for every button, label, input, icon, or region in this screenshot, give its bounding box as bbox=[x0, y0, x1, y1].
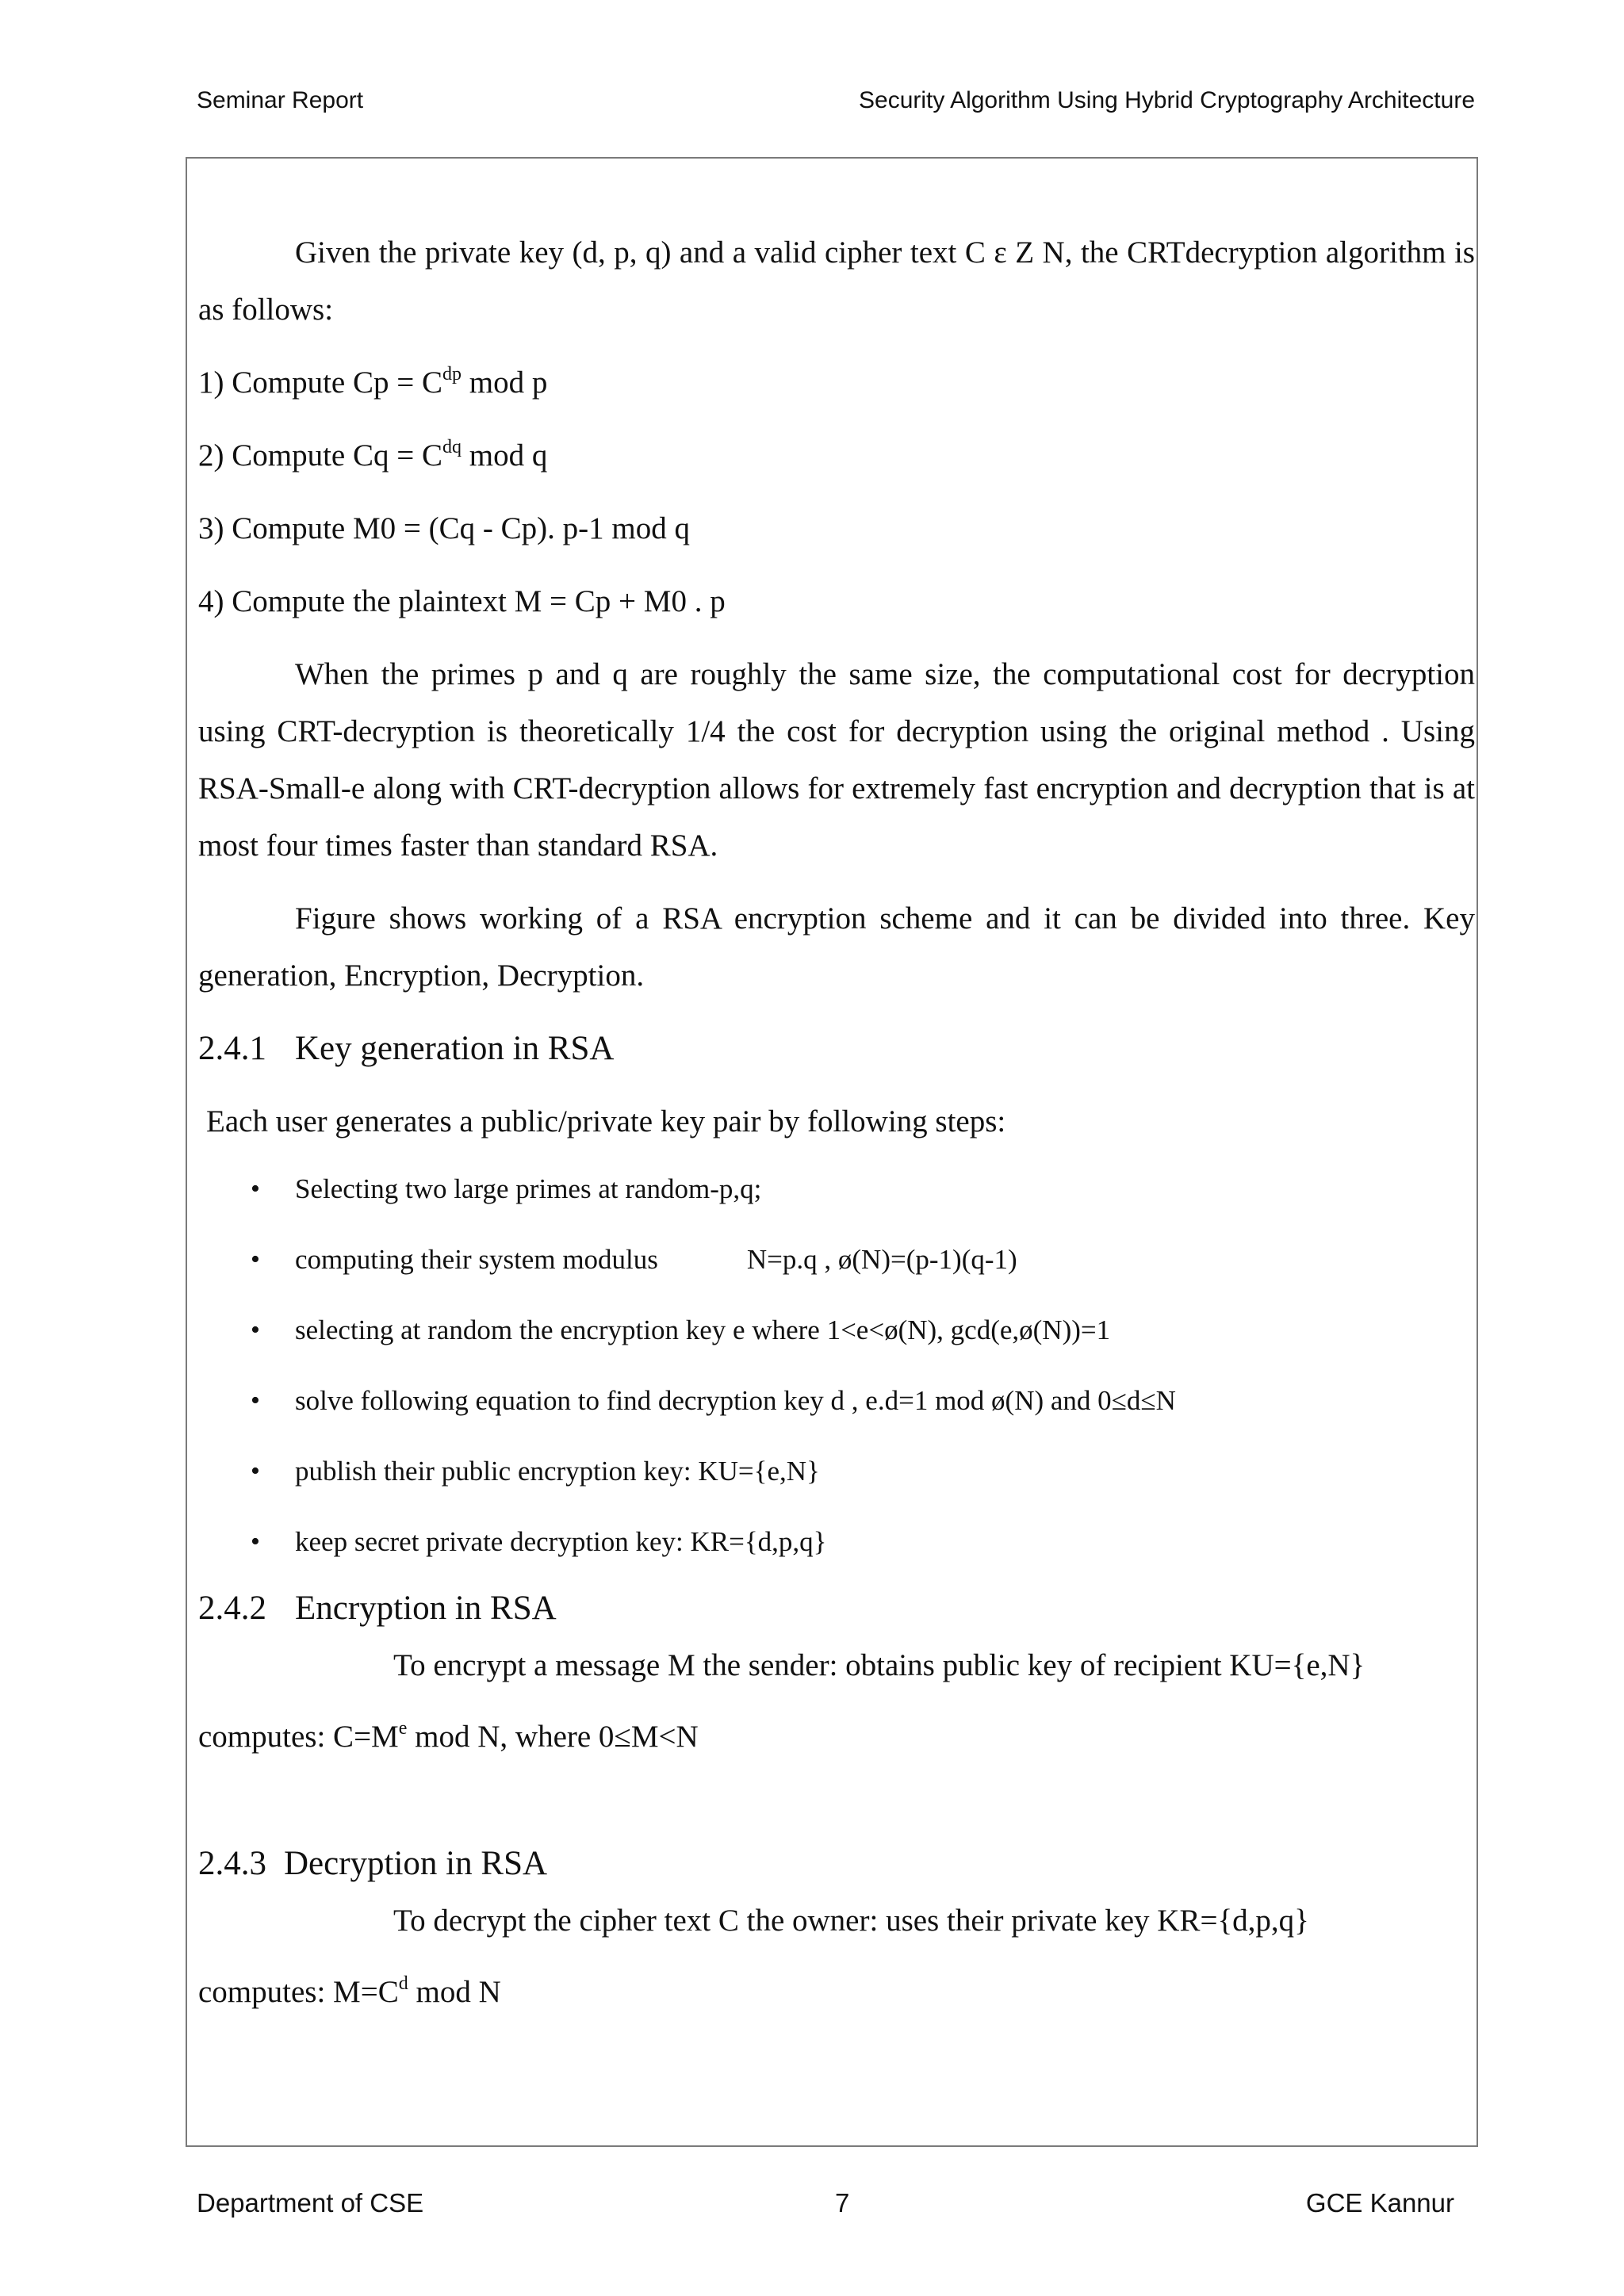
list-item-text: selecting at random the encryption key e where 1<e<ø(N), gcd(e,ø(N))=1 bbox=[295, 1314, 1111, 1345]
page-content bbox=[198, 224, 1475, 2021]
list-item-text: solve following equation to find decryption key d , e.d=1 mod ø(N) and 0≤d≤N bbox=[295, 1385, 1176, 1416]
section-title: Key generation in RSA bbox=[295, 1030, 615, 1067]
section-number: 2.4.3 bbox=[198, 1845, 266, 1882]
section-number: 2.4.2 bbox=[198, 1590, 266, 1627]
decryption-compute bbox=[198, 1964, 1475, 2021]
list-item bbox=[198, 1154, 1475, 1224]
cost-paragraph: When the primes p and q are roughly the same size, the computational cost for decryption using CRT-decryption is theoretically 1/4 the cost for decryption using the original method . Using RSA-Small-e along with CRT-decryption allows for extremely fast encryption and decryption that is at most four times faster than standard RSA. bbox=[198, 657, 1475, 863]
step-3: 3) Compute M0 = (Cq - Cp). p-1 mod q bbox=[198, 511, 690, 545]
list-item-text: computing their system modulus bbox=[295, 1244, 658, 1275]
list-item-text: publish their public encryption key: KU={e,N} bbox=[295, 1456, 820, 1487]
step-2-post: mod q bbox=[462, 438, 548, 473]
list-item bbox=[198, 1506, 1475, 1577]
step-2-sup: dq bbox=[442, 437, 462, 457]
bullet-icon: • bbox=[251, 1386, 260, 1415]
keygen-lead: Each user generates a public/private key pair by following steps: bbox=[206, 1104, 1006, 1138]
list-item-text: Selecting two large primes at random-p,q; bbox=[295, 1173, 762, 1204]
list-item-text: keep secret private decryption key: KR={d,p,q} bbox=[295, 1526, 827, 1557]
section-heading-encryption bbox=[198, 1580, 1475, 1637]
list-item bbox=[198, 1295, 1475, 1365]
bullet-icon: • bbox=[251, 1174, 260, 1203]
header-left: Seminar Report bbox=[197, 87, 364, 113]
step-2-pre: 2) Compute Cq = C bbox=[198, 438, 443, 473]
decryption-line: To decrypt the cipher text C the owner: uses their private key KR={d,p,q} bbox=[393, 1904, 1309, 1938]
step-4: 4) Compute the plaintext M = Cp + M0 . p bbox=[198, 584, 726, 618]
bullet-icon: • bbox=[251, 1456, 260, 1486]
step-1-post: mod p bbox=[462, 365, 548, 400]
step-1 bbox=[198, 354, 1475, 411]
header-right: Security Algorithm Using Hybrid Cryptography Architecture bbox=[859, 87, 1475, 113]
enc-compute-sup: e bbox=[398, 1718, 408, 1739]
section-title: Decryption in RSA bbox=[284, 1845, 548, 1882]
figure-paragraph: Figure shows working of a RSA encryption scheme and it can be divided into three. Key generation, Encryption, Decryption. bbox=[198, 901, 1475, 993]
dec-compute-sup: d bbox=[398, 1973, 408, 1994]
footer-right: GCE Kannur bbox=[1305, 2188, 1454, 2218]
list-item bbox=[198, 1436, 1475, 1506]
footer-left: Department of CSE bbox=[197, 2188, 424, 2218]
enc-compute-pre: computes: C=M bbox=[198, 1720, 399, 1754]
section-heading-keygen bbox=[198, 1020, 1475, 1077]
encryption-compute bbox=[198, 1709, 1475, 1766]
enc-compute-post: mod N, where 0≤M<N bbox=[407, 1720, 699, 1754]
step-1-sup: dp bbox=[442, 364, 462, 385]
step-2 bbox=[198, 427, 1475, 484]
page-number: 7 bbox=[835, 2188, 850, 2218]
section-number: 2.4.1 bbox=[198, 1030, 266, 1067]
list-item bbox=[198, 1224, 1475, 1295]
dec-compute-pre: computes: M=C bbox=[198, 1975, 399, 2009]
encryption-line: To encrypt a message M the sender: obtains public key of recipient KU={e,N} bbox=[393, 1648, 1365, 1682]
dec-compute-post: mod N bbox=[408, 1975, 501, 2009]
step-1-pre: 1) Compute Cp = C bbox=[198, 365, 443, 400]
modulus-formula: N=p.q , ø(N)=(p-1)(q-1) bbox=[746, 1244, 1017, 1275]
intro-paragraph: Given the private key (d, p, q) and a valid cipher text C ε Z N, the CRTdecryption algorithm is as follows: bbox=[198, 235, 1475, 327]
keygen-steps-list bbox=[198, 1154, 1475, 1577]
section-heading-decryption bbox=[198, 1835, 1475, 1892]
bullet-icon: • bbox=[251, 1315, 260, 1345]
section-title: Encryption in RSA bbox=[295, 1590, 557, 1627]
list-item bbox=[198, 1365, 1475, 1436]
bullet-icon: • bbox=[251, 1245, 260, 1274]
bullet-icon: • bbox=[251, 1527, 260, 1556]
